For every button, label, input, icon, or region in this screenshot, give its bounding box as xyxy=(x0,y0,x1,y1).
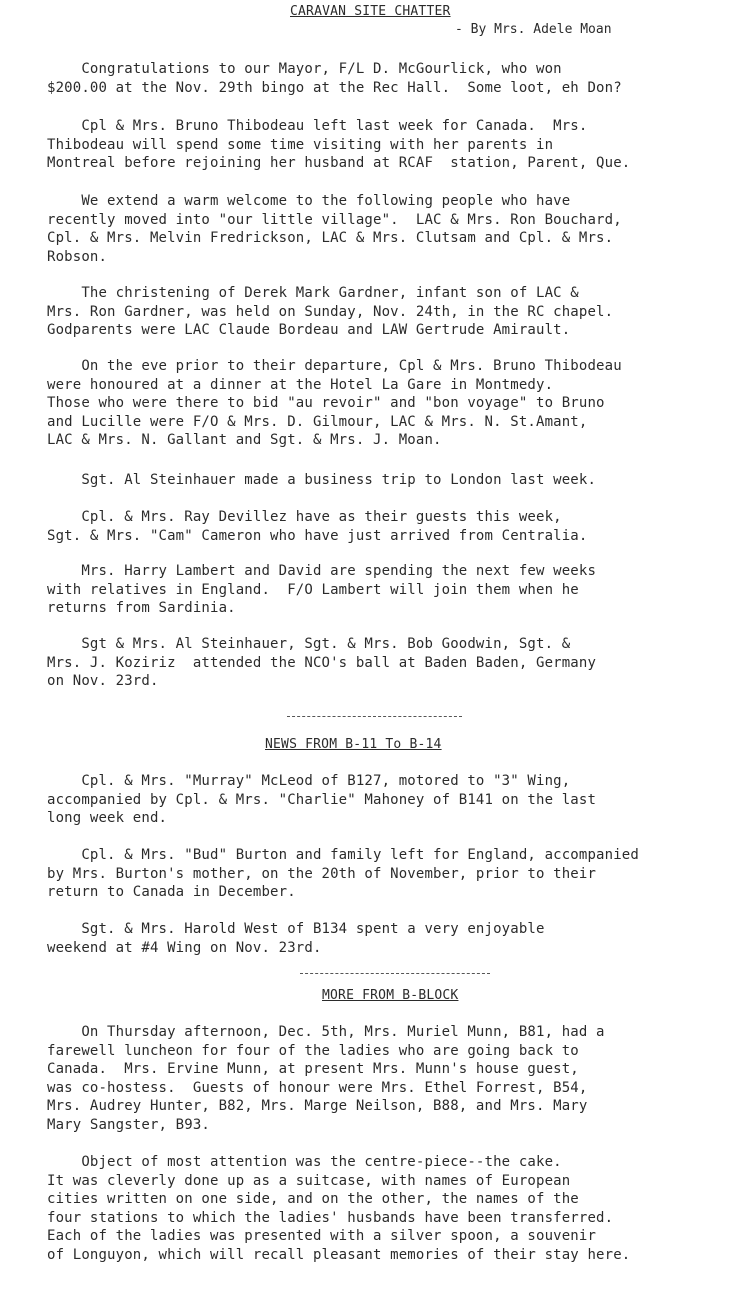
section-heading-b-block: MORE FROM B-BLOCK xyxy=(322,988,459,1003)
text-line: On Thursday afternoon, Dec. 5th, Mrs. Muriel Munn, B81, had a xyxy=(47,1024,605,1040)
paragraph-burton-england xyxy=(47,846,639,902)
paragraph-devillez-guests xyxy=(47,508,587,545)
paragraph-nco-ball xyxy=(47,635,596,691)
text-line: It was cleverly done up as a suitcase, with names of European xyxy=(47,1172,571,1189)
text-line: were honoured at a dinner at the Hotel La Gare in Montmedy. xyxy=(47,376,554,393)
text-line: Mrs. J. Koziriz attended the NCO's ball at Baden Baden, Germany xyxy=(47,654,597,671)
text-line: Congratulations to our Mayor, F/L D. McGourlick, who won xyxy=(47,61,562,77)
text-line: Cpl. & Mrs. Melvin Fredrickson, LAC & Mrs. Clutsam and Cpl. & Mrs. xyxy=(47,230,614,246)
paragraph-mcleod-wing xyxy=(47,772,596,828)
paragraph-lambert-england xyxy=(47,562,596,618)
text-line: Cpl. & Mrs. Ray Devillez have as their guests this week, xyxy=(47,509,562,525)
text-line: Those who were there to bid "au revoir" and "bon voyage" to Bruno xyxy=(47,395,605,411)
paragraph-christening xyxy=(47,284,613,340)
text-line: with relatives in England. F/O Lambert will join them when he xyxy=(47,581,579,598)
paragraph-west-weekend xyxy=(47,920,545,957)
text-line: on Nov. 23rd. xyxy=(47,673,159,689)
text-line: Cpl. & Mrs. "Murray" McLeod of B127, motored to "3" Wing, xyxy=(47,773,571,789)
text-line: was co-hostess. Guests of honour were Mrs. Ethel Forrest, B54, xyxy=(47,1079,588,1096)
text-line: Mrs. Harry Lambert and David are spending the next few weeks xyxy=(47,563,597,579)
text-line: Mrs. Audrey Hunter, B82, Mrs. Marge Neilson, B88, and Mrs. Mary xyxy=(47,1098,588,1114)
byline: - By Mrs. Adele Moan xyxy=(455,22,612,37)
text-line: The christening of Derek Mark Gardner, infant son of LAC & xyxy=(47,285,579,301)
text-line: LAC & Mrs. N. Gallant and Sgt. & Mrs. J. Moan. xyxy=(47,432,442,448)
text-line: four stations to which the ladies' husbands have been transferred. xyxy=(47,1209,614,1226)
paragraph-cake-centrepiece xyxy=(47,1153,630,1264)
text-line: $200.00 at the Nov. 29th bingo at the Rec Hall. Some loot, eh Don? xyxy=(47,79,622,96)
text-line: Godparents were LAC Claude Bordeau and LAW Gertrude Amirault. xyxy=(47,322,571,338)
section-divider xyxy=(287,716,462,717)
text-line: Canada. Mrs. Ervine Munn, at present Mrs. Munn's house guest, xyxy=(47,1061,579,1077)
text-line: weekend at #4 Wing on Nov. 23rd. xyxy=(47,939,322,956)
text-line: cities written on one side, and on the other, the names of the xyxy=(47,1191,579,1207)
text-line: Sgt & Mrs. Al Steinhauer, Sgt. & Mrs. Bob Goodwin, Sgt. & xyxy=(47,636,571,652)
text-line: long week end. xyxy=(47,810,168,826)
text-line: recently moved into "our little village". LAC & Mrs. Ron Bouchard, xyxy=(47,211,622,228)
text-line: Cpl. & Mrs. "Bud" Burton and family left for England, accompanied xyxy=(47,847,639,863)
text-line: On the eve prior to their departure, Cpl & Mrs. Bruno Thibodeau xyxy=(47,358,622,374)
section-heading-b11-b14: NEWS FROM B-11 To B-14 xyxy=(265,737,442,752)
text-line: by Mrs. Burton's mother, on the 20th of November, prior to their xyxy=(47,865,597,882)
section-divider xyxy=(300,973,490,974)
text-line: Cpl & Mrs. Bruno Thibodeau left last week for Canada. Mrs. xyxy=(47,118,588,134)
text-line: We extend a warm welcome to the following people who have xyxy=(47,193,571,209)
text-line: Mary Sangster, B93. xyxy=(47,1116,210,1133)
page-title: CARAVAN SITE CHATTER xyxy=(290,4,451,19)
text-line: Sgt. & Mrs. Harold West of B134 spent a very enjoyable xyxy=(47,921,545,937)
paragraph-munn-luncheon xyxy=(47,1023,605,1134)
text-line: return to Canada in December. xyxy=(47,884,296,900)
text-line: Thibodeau will spend some time visiting with her parents in xyxy=(47,136,554,153)
text-line: Object of most attention was the centre-piece--the cake. xyxy=(47,1154,562,1170)
text-line: Montreal before rejoining her husband at RCAF station, Parent, Que. xyxy=(47,155,631,171)
text-line: accompanied by Cpl. & Mrs. "Charlie" Mahoney of B141 on the last xyxy=(47,791,597,808)
paragraph-mayor-bingo xyxy=(47,60,622,97)
paragraph-farewell-dinner xyxy=(47,357,622,450)
text-line: Robson. xyxy=(47,248,108,265)
text-line: and Lucille were F/O & Mrs. D. Gilmour, LAC & Mrs. N. St.Amant, xyxy=(47,413,588,430)
text-line: Sgt. & Mrs. "Cam" Cameron who have just arrived from Centralia. xyxy=(47,527,588,544)
text-line: Mrs. Ron Gardner, was held on Sunday, Nov. 24th, in the RC chapel. xyxy=(47,303,614,320)
paragraph-welcome xyxy=(47,192,622,266)
text-line: returns from Sardinia. xyxy=(47,600,236,616)
text-line: Each of the ladies was presented with a silver spoon, a souvenir xyxy=(47,1228,597,1244)
text-line: Sgt. Al Steinhauer made a business trip to London last week. xyxy=(47,472,597,488)
text-line: of Longuyon, which will recall pleasant memories of their stay here. xyxy=(47,1246,631,1263)
paragraph-london-trip xyxy=(47,471,596,490)
text-line: farewell luncheon for four of the ladies who are going back to xyxy=(47,1042,579,1059)
paragraph-thibodeau-canada xyxy=(47,117,630,173)
